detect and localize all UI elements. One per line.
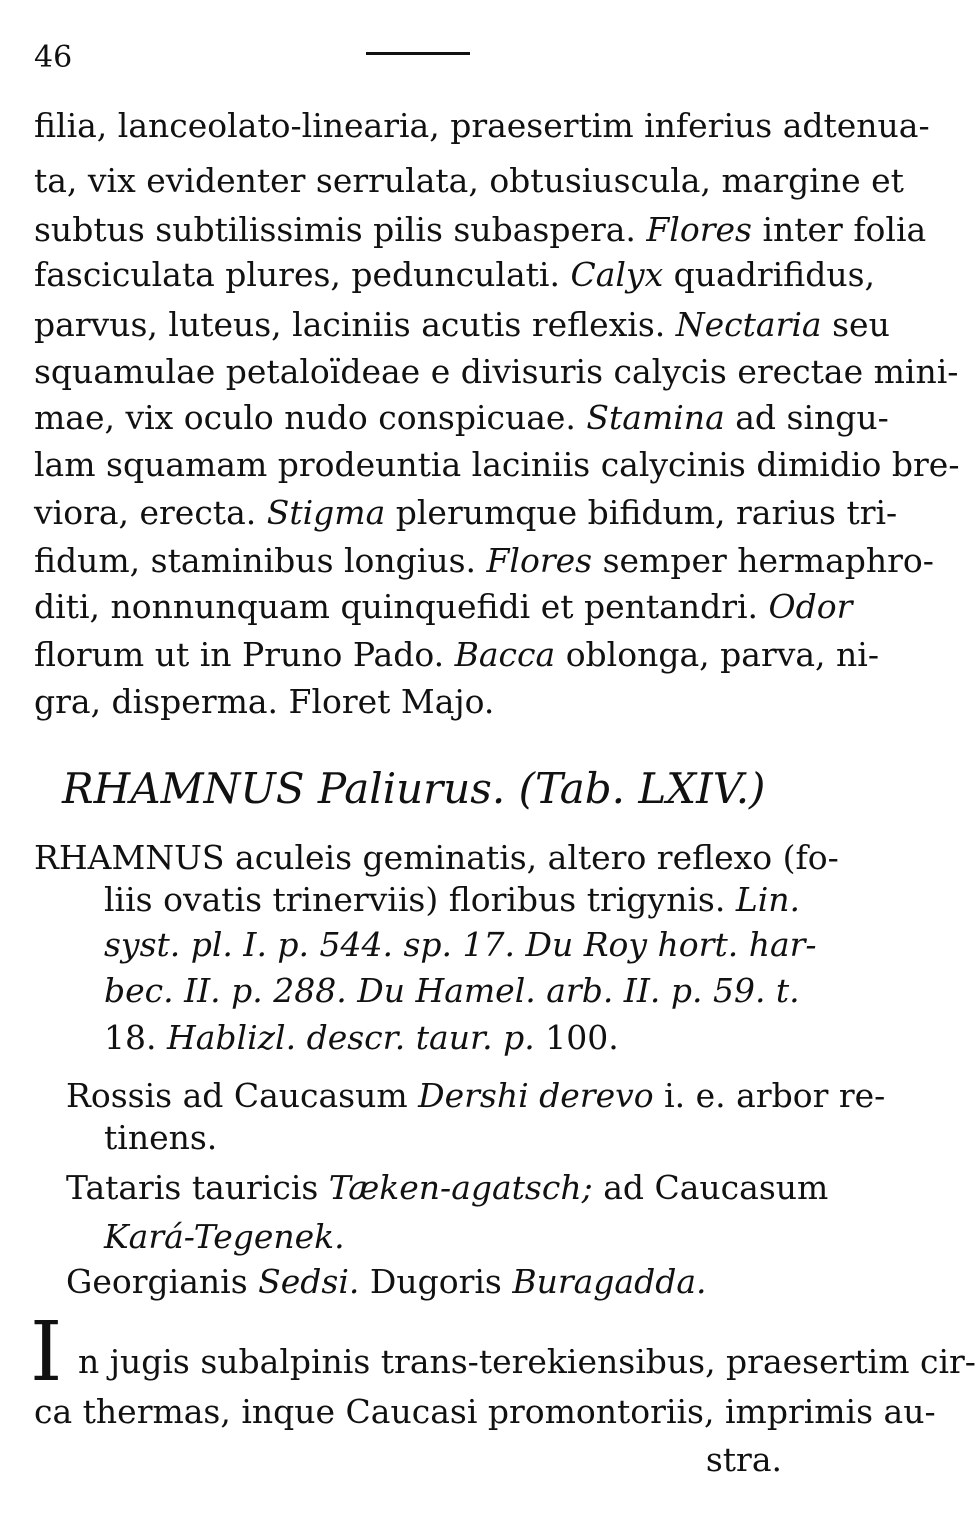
- text-line: filia, lanceolato-linearia, praesertim inferius adtenua-: [34, 106, 930, 145]
- text-line: ta, vix evidenter serrulata, obtusiuscula, margine et: [34, 161, 904, 200]
- text-line: squamulae petaloïdeae e divisuris calycis erectae mini-: [34, 352, 959, 391]
- text-line: Rossis ad Caucasum Dershi derevo i. e. arbor re-: [66, 1076, 886, 1115]
- text-line: Georgianis Sedsi. Dugoris Buragadda.: [66, 1262, 707, 1301]
- text-line: diti, nonnunquam quinquefidi et pentandri. Odor: [34, 587, 853, 626]
- page-number: 46: [34, 40, 73, 75]
- text-line: bec. II. p. 288. Du Hamel. arb. II. p. 59. t.: [104, 971, 800, 1010]
- text-line: lam squamam prodeuntia laciniis calycinis dimidio bre-: [34, 445, 960, 484]
- text-line: 18. Hablizl. descr. taur. p. 100.: [104, 1018, 619, 1057]
- text-line: subtus subtilissimis pilis subaspera. Flores inter folia: [34, 210, 927, 249]
- drop-cap: I: [30, 1305, 63, 1400]
- text-line: stra.: [705, 1440, 782, 1479]
- text-line: Tataris tauricis Tæken-agatsch; ad Caucasum: [66, 1168, 829, 1207]
- text-line: florum ut in Pruno Pado. Bacca oblonga, parva, ni-: [34, 635, 879, 674]
- text-line: mae, vix oculo nudo conspicuae. Stamina ad singu-: [34, 398, 889, 437]
- header-rule: [366, 52, 470, 55]
- text-line: liis ovatis trinerviis) floribus trigynis. Lin.: [104, 880, 801, 919]
- text-line: parvus, luteus, laciniis acutis reflexis. Nectaria seu: [34, 305, 890, 344]
- text-line: n jugis subalpinis trans-terekiensibus, praesertim cir-: [78, 1342, 976, 1381]
- text-line: tinens.: [104, 1118, 218, 1157]
- text-line: RHAMNUS aculeis geminatis, altero reflexo (fo-: [34, 838, 839, 877]
- text-line: Kará-Tegenek.: [104, 1217, 345, 1256]
- text-line: fasciculata plures, pedunculati. Calyx quadrifidus,: [34, 255, 875, 294]
- species-heading: RHAMNUS Paliurus. (Tab. LXIV.): [62, 764, 766, 813]
- text-line: ca thermas, inque Caucasi promontoriis, imprimis au-: [34, 1392, 936, 1431]
- text-line: gra, disperma. Floret Majo.: [34, 682, 495, 721]
- text-line: syst. pl. I. p. 544. sp. 17. Du Roy hort. har-: [104, 925, 817, 964]
- text-line: viora, erecta. Stigma plerumque bifidum, rarius tri-: [34, 493, 898, 532]
- text-line: fidum, staminibus longius. Flores semper hermaphro-: [34, 541, 934, 580]
